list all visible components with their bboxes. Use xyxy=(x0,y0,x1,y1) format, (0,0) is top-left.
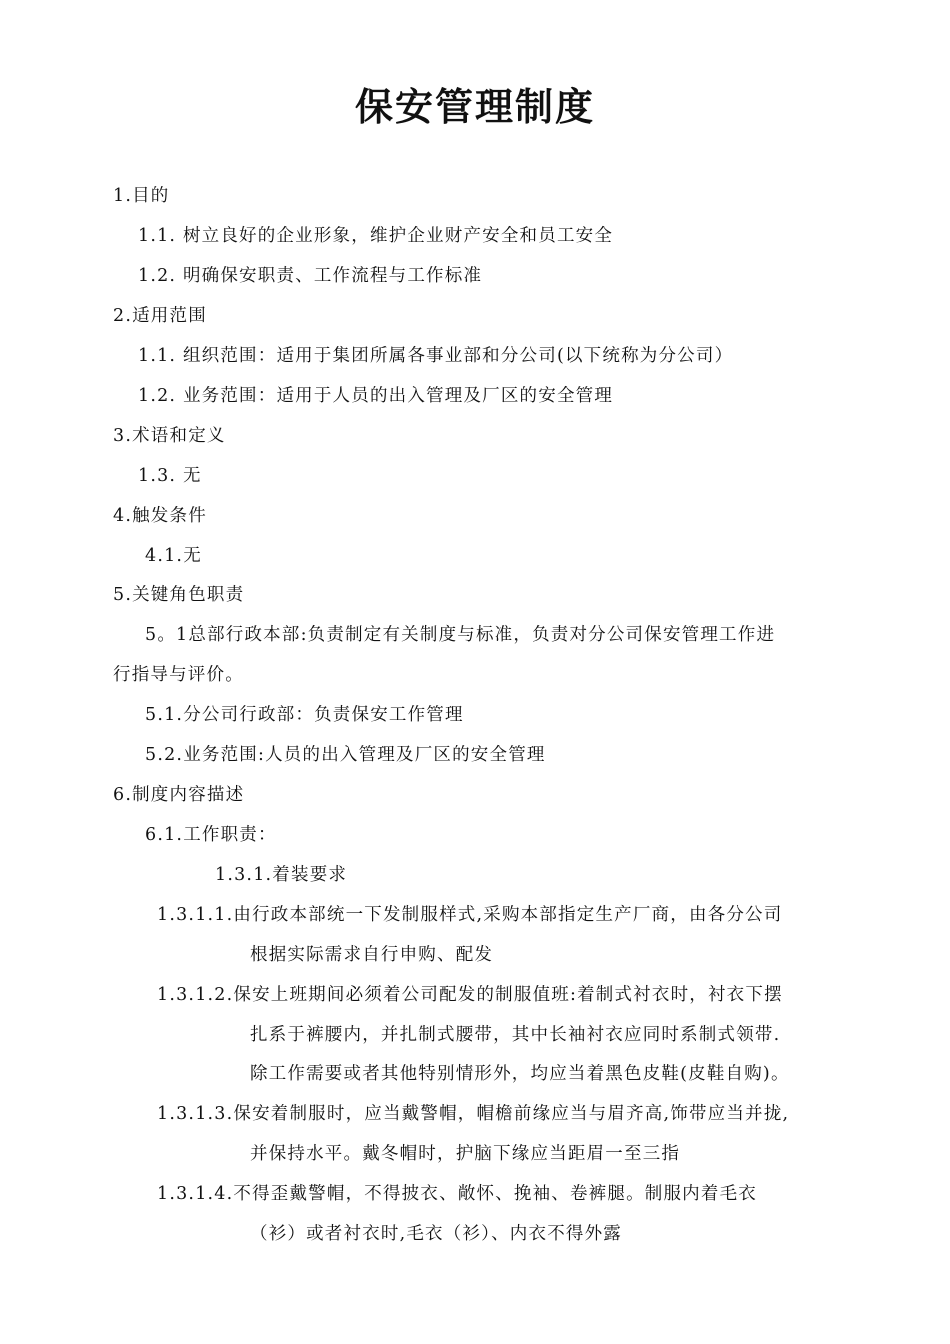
paragraph: 1.3.1.3.保安着制服时，应当戴警帽，帽檐前缘应当与眉齐高,饰带应当并拢, xyxy=(157,1104,790,1124)
paragraph: 1.3.1.4.不得歪戴警帽，不得披衣、敞怀、挽袖、卷裤腿。制服内着毛衣 xyxy=(157,1184,757,1204)
paragraph: 除工作需要或者其他特别情形外，均应当着黑色皮鞋(皮鞋自购)。 xyxy=(250,1064,790,1084)
section-heading: 6.制度内容描述 xyxy=(113,785,245,805)
paragraph: 4.1.无 xyxy=(145,546,202,566)
paragraph: 1.1. 树立良好的企业形象，维护企业财产安全和员工安全 xyxy=(138,226,614,246)
paragraph: 根据实际需求自行申购、配发 xyxy=(250,945,494,965)
section-heading: 3.术语和定义 xyxy=(113,426,226,446)
section-heading: 4.触发条件 xyxy=(113,506,207,526)
paragraph: 扎系于裤腰内，并扎制式腰带，其中长袖衬衣应同时系制式领带. xyxy=(250,1025,781,1045)
paragraph: 1.3.1.1.由行政本部统一下发制服样式,采购本部指定生产厂商，由各分公司 xyxy=(157,905,783,925)
paragraph: 并保持水平。戴冬帽时，护脑下缘应当距眉一至三指 xyxy=(250,1144,681,1164)
section-heading: 1.目的 xyxy=(113,186,170,206)
paragraph: 5.2.业务范围:人员的出入管理及厂区的安全管理 xyxy=(145,745,546,765)
document-title: 保安管理制度 xyxy=(354,85,595,129)
paragraph: （衫）或者衬衣时,毛衣（衫）、内衣不得外露 xyxy=(250,1224,623,1244)
paragraph: 1.2. 明确保安职责、工作流程与工作标准 xyxy=(138,266,483,286)
subsection-heading: 1.3.1.着装要求 xyxy=(215,865,348,885)
paragraph: 行指导与评价。 xyxy=(113,665,244,685)
paragraph: 1.2. 业务范围：适用于人员的出入管理及厂区的安全管理 xyxy=(138,386,614,406)
section-heading: 2.适用范围 xyxy=(113,306,207,326)
paragraph: 5。1总部行政本部:负责制定有关制度与标准，负责对分公司保安管理工作进 xyxy=(145,625,776,645)
paragraph: 5.1.分公司行政部：负责保安工作管理 xyxy=(145,705,464,725)
paragraph: 1.1. 组织范围：适用于集团所属各事业部和分公司(以下统称为分公司） xyxy=(138,346,734,366)
section-heading: 5.关键角色职责 xyxy=(113,585,245,605)
paragraph: 6.1.工作职责： xyxy=(145,825,277,845)
paragraph: 1.3.1.2.保安上班期间必须着公司配发的制服值班:着制式衬衣时，衬衣下摆 xyxy=(157,985,783,1005)
paragraph: 1.3. 无 xyxy=(138,466,202,486)
